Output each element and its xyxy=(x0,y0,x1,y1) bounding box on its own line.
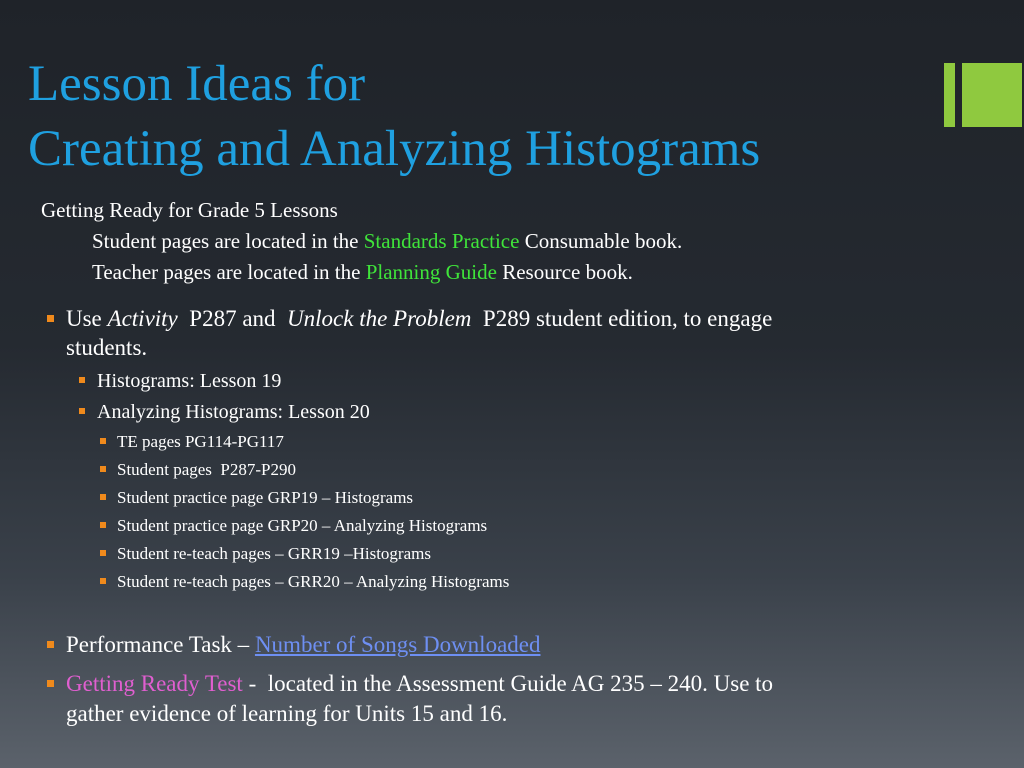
getting-ready-post: - located in the Assessment Guide AG 235 – 240. Use to xyxy=(242,671,774,696)
accent-bar-thin xyxy=(944,63,955,127)
te-pages-text: TE pages PG114-PG117 xyxy=(117,432,284,451)
analyzing-lesson-text: Analyzing Histograms: Lesson 20 xyxy=(97,401,370,423)
list-item-performance-task xyxy=(66,630,540,659)
accent-bar-wide xyxy=(962,63,1022,127)
bullet-square-icon xyxy=(100,578,106,584)
bullet-square-icon xyxy=(47,315,54,322)
bullet-square-icon xyxy=(100,438,106,444)
getting-ready-test-text: Getting Ready Test xyxy=(66,671,243,696)
list-item-student-pages xyxy=(117,459,296,481)
title-line-1: Lesson Ideas for xyxy=(28,56,366,112)
intro-heading: Getting Ready for Grade 5 Lessons xyxy=(41,198,338,222)
unlock-problem-text: Unlock the Problem xyxy=(287,306,472,331)
performance-pre: Performance Task – xyxy=(66,632,255,657)
list-item-reteach-grr20 xyxy=(117,571,509,593)
bullet-square-icon xyxy=(100,494,106,500)
bullet-square-icon xyxy=(100,466,106,472)
intro-student-pages xyxy=(41,226,682,257)
list-item-histograms-lesson xyxy=(97,368,281,394)
intro-block xyxy=(41,195,682,288)
use-post: P289 student edition, to engage xyxy=(471,306,773,331)
list-item-use-activity xyxy=(66,304,772,333)
intro-teacher-pages xyxy=(41,257,682,288)
practice-grp19-text: Student practice page GRP19 – Histograms xyxy=(117,488,414,507)
list-item-getting-ready-test xyxy=(66,669,773,698)
use-pre: Use xyxy=(66,306,108,331)
intro-student-post: Consumable book. xyxy=(519,229,683,253)
slide-title xyxy=(28,52,760,182)
list-item-use-continued: students. xyxy=(66,335,148,360)
list-item-reteach-grr19 xyxy=(117,543,431,565)
standards-practice-text: Standards Practice xyxy=(363,229,520,253)
bullet-square-icon xyxy=(100,550,106,556)
planning-guide-text: Planning Guide xyxy=(365,260,497,284)
bullet-square-icon xyxy=(79,377,85,383)
practice-grp20-text: Student practice page GRP20 – Analyzing Histograms xyxy=(117,516,488,535)
list-item-te-pages xyxy=(117,431,284,453)
activity-text: Activity xyxy=(107,306,178,331)
intro-teacher-post: Resource book. xyxy=(496,260,633,284)
number-of-songs-link[interactable]: Number of Songs Downloaded xyxy=(254,632,541,657)
list-item-analyzing-lesson xyxy=(97,399,370,425)
student-pages-text: Student pages P287-P290 xyxy=(117,460,296,479)
bullet-square-icon xyxy=(100,522,106,528)
list-item-practice-grp20 xyxy=(117,515,487,537)
reteach-grr19-text: Student re-teach pages – GRR19 –Histograms xyxy=(117,544,431,563)
list-item-practice-grp19 xyxy=(117,487,413,509)
reteach-grr20-text: Student re-teach pages – GRR20 – Analyzing Histograms xyxy=(117,572,510,591)
bullet-square-icon xyxy=(47,641,54,648)
title-line-2: Creating and Analyzing Histograms xyxy=(28,121,761,177)
histograms-lesson-text: Histograms: Lesson 19 xyxy=(97,370,282,392)
intro-student-pre: Student pages are located in the xyxy=(92,229,364,253)
list-item-getting-ready-continued: gather evidence of learning for Units 15 and 16. xyxy=(66,701,508,726)
intro-teacher-pre: Teacher pages are located in the xyxy=(92,260,366,284)
use-mid: P287 and xyxy=(177,306,288,331)
bullet-square-icon xyxy=(47,680,54,687)
bullet-square-icon xyxy=(79,408,85,414)
